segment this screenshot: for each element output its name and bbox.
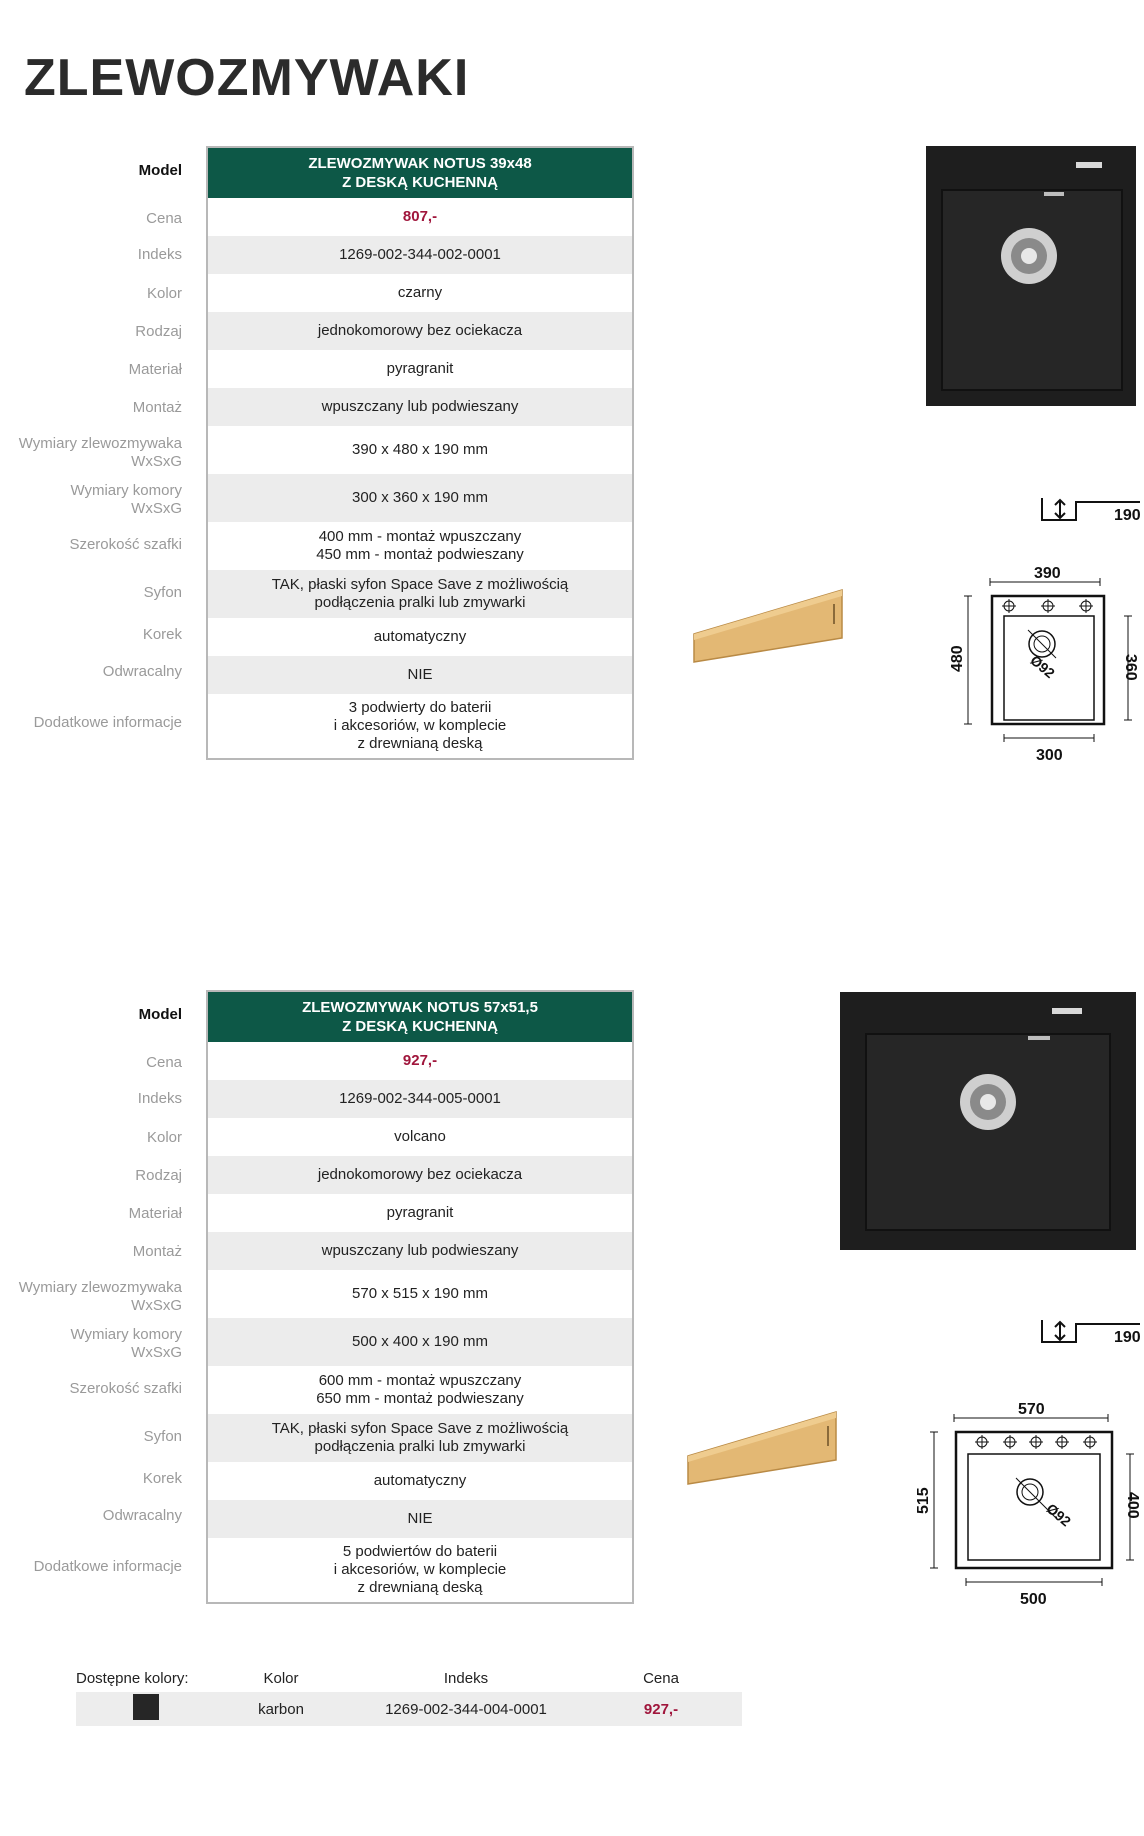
depth-indicator bbox=[1040, 1318, 1140, 1351]
label-plug: Korek bbox=[142, 626, 182, 643]
cabinet-value bbox=[208, 522, 632, 570]
cutting-board bbox=[680, 1400, 840, 1490]
index-value: 1269-002-344-005-0001 bbox=[208, 1080, 632, 1118]
depth-icon bbox=[1040, 496, 1140, 524]
mounting-value: wpuszczany lub podwieszany bbox=[208, 388, 632, 426]
index-value: 1269-002-344-002-0001 bbox=[208, 236, 632, 274]
label-model: Model bbox=[138, 162, 182, 179]
label-model: Model bbox=[138, 1006, 182, 1023]
label-sink-dims-line2: WxSxG bbox=[131, 1297, 182, 1314]
label-material: Materiał bbox=[128, 1205, 182, 1222]
label-siphon: Syfon bbox=[143, 584, 182, 601]
label-extra: Dodatkowe informacje bbox=[33, 1558, 182, 1575]
col-color: Kolor bbox=[263, 1669, 299, 1687]
material-value: pyragranit bbox=[386, 1204, 454, 1221]
price-value: 927,- bbox=[402, 1052, 438, 1069]
label-sink-dims bbox=[2, 1275, 182, 1315]
cabinet-line2: 650 mm - montaż podwieszany bbox=[316, 1390, 524, 1407]
siphon-value bbox=[208, 1414, 632, 1462]
dim-bowl-width: 300 bbox=[1036, 747, 1063, 764]
model-name-line1: ZLEWOZMYWAK NOTUS 39x48 bbox=[308, 155, 532, 172]
label-cabinet: Szerokość szafki bbox=[69, 536, 182, 553]
label-price: Cena bbox=[146, 1054, 182, 1071]
depth-icon bbox=[1040, 1318, 1140, 1346]
available-colors bbox=[76, 1664, 742, 1726]
label-sink-dims-line1: Wymiary zlewozmywaka bbox=[18, 435, 182, 452]
tech-drawing bbox=[949, 556, 1144, 786]
plug-value: automatyczny bbox=[373, 1472, 467, 1489]
model-header bbox=[208, 992, 632, 1042]
sink-dims-value: 570 x 515 x 190 mm bbox=[352, 1285, 488, 1302]
label-bowl-dims-line2: WxSxG bbox=[131, 1344, 182, 1361]
extra-line3: z drewnianą deską bbox=[357, 1579, 483, 1596]
colors-title: Dostępne kolory: bbox=[76, 1669, 189, 1687]
siphon-line1: TAK, płaski syfon Space Save z możliwością bbox=[271, 1420, 569, 1437]
label-bowl-dims-line2: WxSxG bbox=[131, 500, 182, 517]
reversible-value: NIE bbox=[208, 1500, 632, 1538]
label-bowl-dims bbox=[2, 1322, 182, 1362]
drain-center bbox=[980, 1094, 996, 1110]
colors-header bbox=[76, 1664, 742, 1692]
type-value: jednokomorowy bez ociekacza bbox=[208, 1156, 632, 1194]
product-notus-39x48 bbox=[0, 146, 1144, 786]
extra-line2: i akcesoriów, w komplecie bbox=[333, 717, 507, 734]
label-type: Rodzaj bbox=[135, 1167, 182, 1184]
siphon-line2: podłączenia pralki lub zmywarki bbox=[314, 594, 526, 611]
dim-width: 390 bbox=[1034, 565, 1061, 582]
label-index: Indeks bbox=[137, 1090, 182, 1107]
label-plug: Korek bbox=[142, 1470, 182, 1487]
extra-value bbox=[208, 694, 632, 758]
label-sink-dims-line1: Wymiary zlewozmywaka bbox=[18, 1279, 182, 1296]
sink-photo bbox=[840, 992, 1136, 1252]
label-color: Kolor bbox=[146, 1129, 182, 1146]
sink-bowl bbox=[942, 190, 1122, 390]
label-mounting: Montaż bbox=[132, 399, 182, 416]
label-bowl-dims bbox=[2, 478, 182, 518]
sink-bowl bbox=[866, 1034, 1110, 1230]
label-price: Cena bbox=[146, 210, 182, 227]
colors-row bbox=[76, 1692, 742, 1726]
label-bowl-dims-line1: Wymiary komory bbox=[70, 482, 182, 499]
cutting-board bbox=[686, 578, 846, 668]
sink-dims-value: 390 x 480 x 190 mm bbox=[352, 441, 488, 458]
dim-bowl-length: 360 bbox=[1122, 654, 1139, 681]
cabinet-value bbox=[208, 1366, 632, 1414]
color-value: czarny bbox=[397, 284, 443, 301]
overflow bbox=[1028, 1036, 1050, 1040]
label-type: Rodzaj bbox=[135, 323, 182, 340]
label-sink-dims bbox=[2, 431, 182, 471]
row-color: karbon bbox=[258, 1700, 304, 1718]
depth-label: 190 bbox=[1114, 1329, 1141, 1346]
depth-indicator bbox=[1040, 496, 1140, 529]
dim-width: 570 bbox=[1018, 1401, 1045, 1418]
sink-photo bbox=[926, 146, 1136, 408]
material-value: pyragranit bbox=[386, 360, 454, 377]
row-index: 1269-002-344-004-0001 bbox=[385, 1700, 547, 1718]
dim-drain: Ø92 bbox=[1043, 1500, 1075, 1530]
extra-value bbox=[208, 1538, 632, 1602]
model-header bbox=[208, 148, 632, 198]
color-swatch bbox=[133, 1694, 159, 1720]
label-mounting: Montaż bbox=[132, 1243, 182, 1260]
tap-hole-cover bbox=[1052, 1008, 1082, 1014]
label-reversible: Odwracalny bbox=[102, 663, 182, 680]
extra-line1: 3 podwierty do baterii bbox=[348, 699, 492, 716]
mounting-value: wpuszczany lub podwieszany bbox=[208, 1232, 632, 1270]
row-price: 927,- bbox=[643, 1700, 679, 1718]
label-material: Materiał bbox=[128, 361, 182, 378]
bowl-dims-value: 300 x 360 x 190 mm bbox=[208, 474, 632, 522]
col-price: Cena bbox=[643, 1669, 679, 1687]
label-siphon: Syfon bbox=[143, 1428, 182, 1445]
reversible-value: NIE bbox=[208, 656, 632, 694]
overflow bbox=[1044, 192, 1064, 196]
tap-hole-cover bbox=[1076, 162, 1102, 168]
spec-table bbox=[206, 990, 634, 1604]
model-name-line1: ZLEWOZMYWAK NOTUS 57x51,5 bbox=[302, 999, 538, 1016]
dim-drain: Ø92 bbox=[1027, 651, 1058, 682]
model-name-line2: Z DESKĄ KUCHENNĄ bbox=[342, 174, 498, 191]
siphon-value bbox=[208, 570, 632, 618]
model-name-line2: Z DESKĄ KUCHENNĄ bbox=[342, 1018, 498, 1035]
plug-value: automatyczny bbox=[373, 628, 467, 645]
cabinet-line1: 400 mm - montaż wpuszczany bbox=[318, 528, 522, 545]
label-reversible: Odwracalny bbox=[102, 1507, 182, 1524]
dim-length: 515 bbox=[915, 1487, 932, 1514]
label-color: Kolor bbox=[146, 285, 182, 302]
cabinet-line1: 600 mm - montaż wpuszczany bbox=[318, 1372, 522, 1389]
siphon-line1: TAK, płaski syfon Space Save z możliwością bbox=[271, 576, 569, 593]
label-sink-dims-line2: WxSxG bbox=[131, 453, 182, 470]
bowl-dims-value: 500 x 400 x 190 mm bbox=[208, 1318, 632, 1366]
page-title: ZLEWOZMYWAKI bbox=[24, 49, 470, 107]
label-bowl-dims-line1: Wymiary komory bbox=[70, 1326, 182, 1343]
product-notus-57x51-5 bbox=[0, 990, 1144, 1630]
siphon-line2: podłączenia pralki lub zmywarki bbox=[314, 1438, 526, 1455]
color-value: volcano bbox=[394, 1128, 446, 1145]
extra-line2: i akcesoriów, w komplecie bbox=[333, 1561, 507, 1578]
label-index: Indeks bbox=[137, 246, 182, 263]
dim-bowl-width: 500 bbox=[1020, 1591, 1047, 1608]
swatch-cell bbox=[76, 1694, 216, 1724]
col-index: Indeks bbox=[443, 1669, 489, 1687]
tech-drawing bbox=[912, 1396, 1144, 1628]
depth-label: 190 bbox=[1114, 507, 1141, 524]
extra-line1: 5 podwiertów do baterii bbox=[342, 1543, 498, 1560]
price-value: 807,- bbox=[402, 208, 438, 225]
drain-center bbox=[1021, 248, 1037, 264]
extra-line3: z drewnianą deską bbox=[357, 735, 483, 752]
label-extra: Dodatkowe informacje bbox=[33, 714, 182, 731]
dim-length: 480 bbox=[949, 645, 966, 672]
outline-bowl bbox=[968, 1454, 1100, 1560]
type-value: jednokomorowy bez ociekacza bbox=[208, 312, 632, 350]
spec-table bbox=[206, 146, 634, 760]
label-cabinet: Szerokość szafki bbox=[69, 1380, 182, 1397]
cabinet-line2: 450 mm - montaż podwieszany bbox=[316, 546, 524, 563]
dim-bowl-length: 400 bbox=[1124, 1492, 1141, 1519]
